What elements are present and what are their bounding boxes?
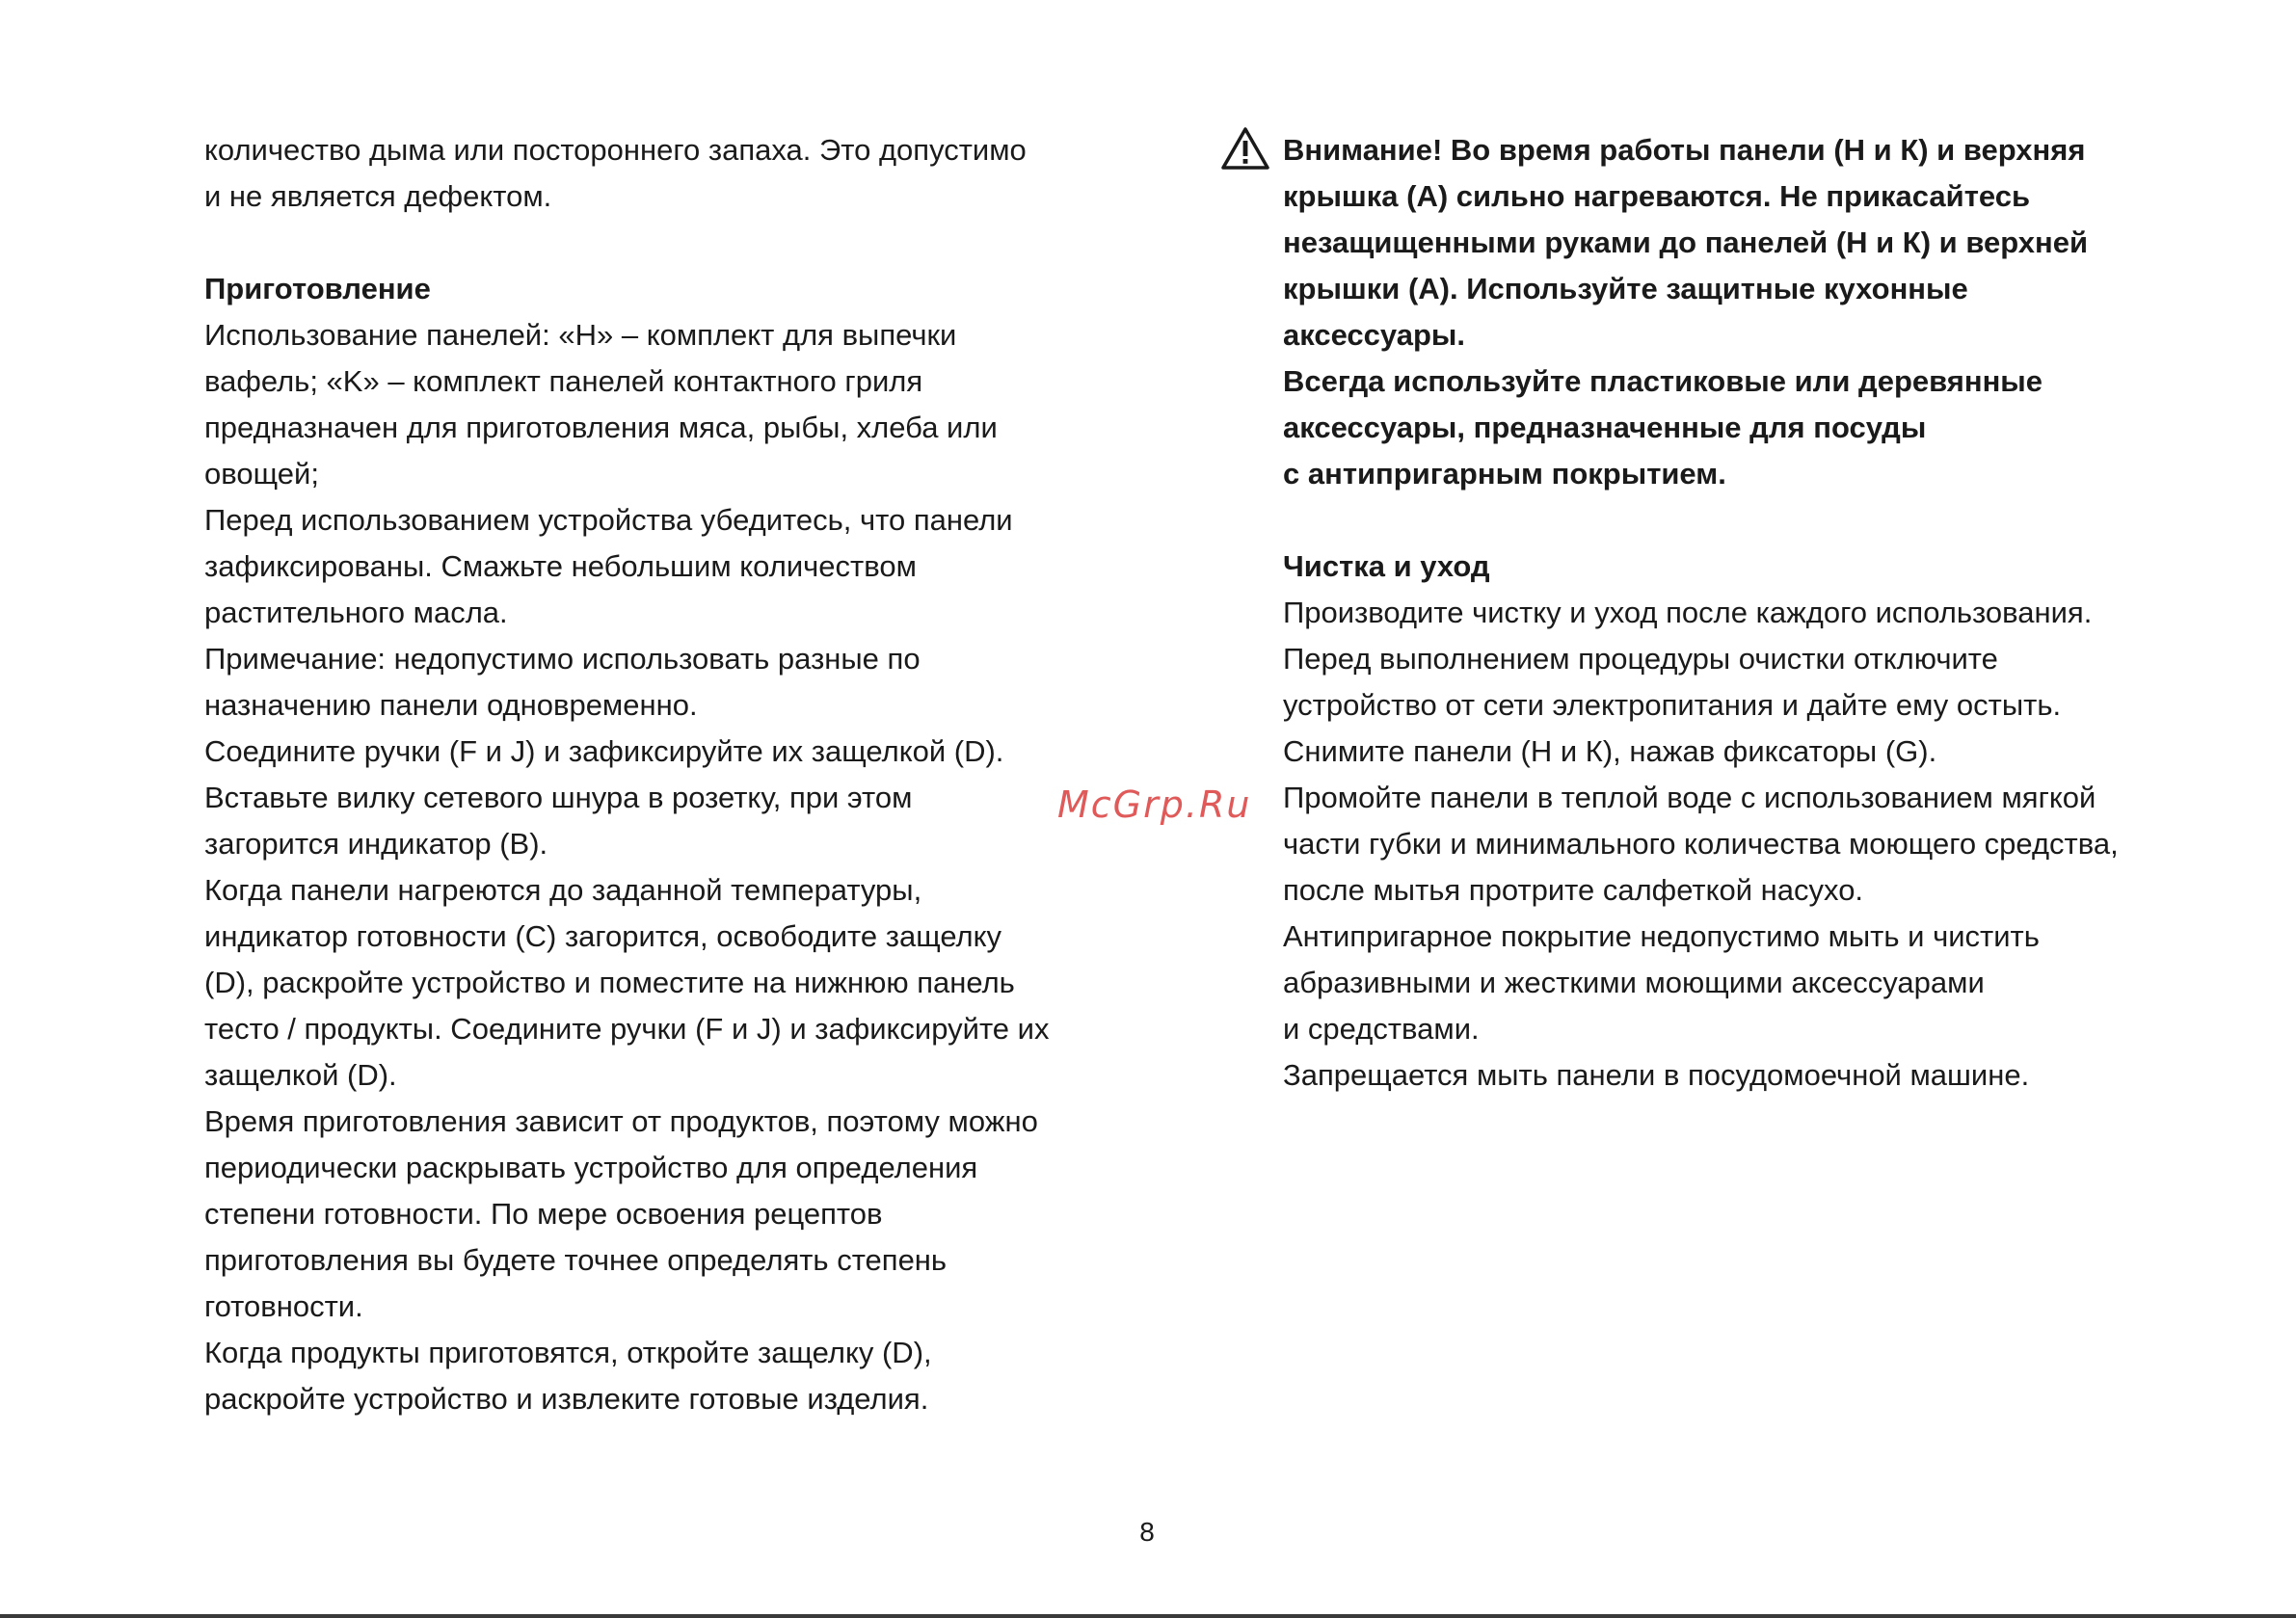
text-line: вафель; «K» – комплект панелей контактного гриля bbox=[204, 364, 923, 398]
section-heading-cooking: Приготовление bbox=[204, 272, 431, 305]
text-line: после мытья протрите салфеткой насухо. bbox=[1283, 873, 1864, 907]
text-line: Промойте панели в теплой воде с использованием мягкой bbox=[1283, 781, 2096, 814]
text-line: Когда продукты приготовятся, откройте защелку (D), bbox=[204, 1336, 932, 1369]
text-line: растительного масла. bbox=[204, 596, 508, 629]
text-line: назначению панели одновременно. bbox=[204, 688, 698, 722]
text-line: Перед использованием устройства убедитесь, что панели bbox=[204, 503, 1013, 537]
watermark: McGrp.Ru bbox=[1057, 783, 1252, 826]
text-line: зафиксированы. Смажьте небольшим количеством bbox=[204, 549, 917, 583]
text-line: Снимите панели (H и К), нажав фиксаторы (G). bbox=[1283, 734, 1937, 768]
paragraph-gap bbox=[1283, 497, 2150, 544]
left-column bbox=[204, 127, 1091, 1422]
text-line: раскройте устройство и извлеките готовые изделия. bbox=[204, 1382, 929, 1416]
cleaning-instructions bbox=[1283, 590, 2150, 1099]
page-number: 8 bbox=[1139, 1517, 1155, 1547]
warning-line: незащищенными руками до панелей (H и К) и верхней bbox=[1283, 225, 2089, 259]
warning-line: аксессуары, предназначенные для посуды bbox=[1283, 411, 1927, 444]
text-line: Вставьте вилку сетевого шнура в розетку, при этом bbox=[204, 781, 913, 814]
text-line: устройство от сети электропитания и дайте ему остыть. bbox=[1283, 688, 2062, 722]
cooking-instructions bbox=[204, 312, 1091, 1422]
text-line: Использование панелей: «H» – комплект для выпечки bbox=[204, 318, 957, 352]
right-column bbox=[1283, 127, 2150, 1099]
text-line: Когда панели нагреются до заданной температуры, bbox=[204, 873, 922, 907]
warning-line: крышки (A). Используйте защитные кухонные bbox=[1283, 272, 1968, 305]
text-line: приготовления вы будете точнее определять степень bbox=[204, 1243, 948, 1277]
text-line: количество дыма или постороннего запаха. Это допустимо bbox=[204, 133, 1027, 167]
text-line: Примечание: недопустимо использовать разные по bbox=[204, 642, 921, 676]
text-line: (D), раскройте устройство и поместите на нижнюю панель bbox=[204, 966, 1015, 999]
text-line: и средствами. bbox=[1283, 1012, 1480, 1046]
text-line: тесто / продукты. Соедините ручки (F и J) и зафиксируйте их bbox=[204, 1012, 1050, 1046]
text-line: абразивными и жесткими моющими аксессуарами bbox=[1283, 966, 1985, 999]
warning-line: Всегда используйте пластиковые или деревянные bbox=[1283, 364, 2043, 398]
text-line: Перед выполнением процедуры очистки отключите bbox=[1283, 642, 1998, 676]
text-line: Соедините ручки (F и J) и зафиксируйте их защелкой (D). bbox=[204, 734, 1004, 768]
text-line: периодически раскрывать устройство для определения bbox=[204, 1151, 978, 1184]
text-line: части губки и минимального количества моющего средства, bbox=[1283, 827, 2119, 861]
text-line: Запрещается мыть панели в посудомоечной машине. bbox=[1283, 1058, 2030, 1092]
warning-line: с антипригарным покрытием. bbox=[1283, 457, 1726, 491]
warning-block bbox=[1283, 127, 2150, 497]
text-line: степени готовности. По мере освоения рецептов bbox=[204, 1197, 883, 1231]
text-line: защелкой (D). bbox=[204, 1058, 397, 1092]
text-line: индикатор готовности (C) загорится, освободите защелку bbox=[204, 919, 1002, 953]
text-line: и не является дефектом. bbox=[204, 179, 552, 213]
warning-triangle-icon bbox=[1220, 126, 1270, 171]
warning-line: аксессуары. bbox=[1283, 318, 1465, 352]
left-intro bbox=[204, 127, 1091, 220]
text-line: овощей; bbox=[204, 457, 319, 491]
paragraph-gap bbox=[204, 220, 1091, 266]
warning-line: Внимание! Во время работы панели (H и К) и верхняя bbox=[1283, 133, 2086, 167]
text-line: загорится индикатор (B). bbox=[204, 827, 548, 861]
text-line: готовности. bbox=[204, 1289, 363, 1323]
text-line: Производите чистку и уход после каждого использования. bbox=[1283, 596, 2093, 629]
section-heading-cleaning: Чистка и уход bbox=[1283, 549, 1490, 583]
text-line: Время приготовления зависит от продуктов, поэтому можно bbox=[204, 1104, 1038, 1138]
bottom-divider bbox=[0, 1614, 2296, 1618]
text-line: предназначен для приготовления мяса, рыбы, хлеба или bbox=[204, 411, 998, 444]
warning-line: крышка (A) сильно нагреваются. Не прикасайтесь bbox=[1283, 179, 2031, 213]
text-line: Антипригарное покрытие недопустимо мыть и чистить bbox=[1283, 919, 2040, 953]
